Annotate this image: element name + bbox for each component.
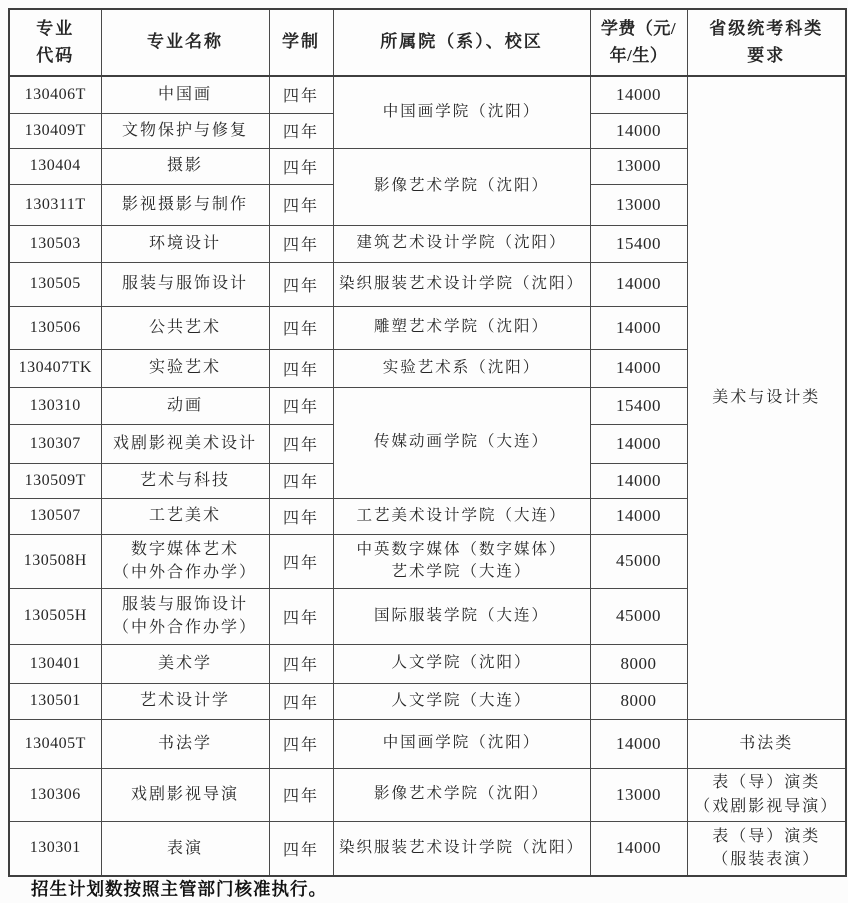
cell-duration: 四年	[269, 768, 333, 821]
cell-major-code: 130311T	[9, 184, 101, 225]
cell-exam-category: 美术与设计类	[687, 76, 846, 719]
header-major: 专业名称	[101, 9, 269, 76]
cell-major-code: 130301	[9, 821, 101, 876]
table-body	[9, 76, 846, 876]
cell-duration: 四年	[269, 148, 333, 184]
cell-major-name: 摄影	[101, 148, 269, 184]
cell-major-code: 130307	[9, 424, 101, 463]
cell-college: 染织服装艺术设计学院（沈阳）	[333, 821, 590, 876]
cell-duration: 四年	[269, 113, 333, 148]
cell-college: 人文学院（大连）	[333, 683, 590, 719]
cell-fee: 13000	[590, 148, 687, 184]
cell-major-code: 130507	[9, 498, 101, 534]
cell-fee: 15400	[590, 387, 687, 424]
cell-major-name: 影视摄影与制作	[101, 184, 269, 225]
table-header	[9, 9, 846, 76]
cell-major-code: 130405T	[9, 719, 101, 768]
cell-major-name: 书法学	[101, 719, 269, 768]
cell-fee: 13000	[590, 184, 687, 225]
cell-major-code: 130509T	[9, 463, 101, 498]
header-category-line2: 要求	[747, 45, 786, 65]
cell-duration: 四年	[269, 76, 333, 113]
header-duration: 学制	[269, 9, 333, 76]
cell-duration: 四年	[269, 719, 333, 768]
cell-major-code: 130306	[9, 768, 101, 821]
cell-college: 中国画学院（沈阳）	[333, 76, 590, 148]
cell-college: 中国画学院（沈阳）	[333, 719, 590, 768]
cell-duration: 四年	[269, 387, 333, 424]
cell-major-name: 公共艺术	[101, 306, 269, 349]
cell-duration: 四年	[269, 306, 333, 349]
cell-fee: 14000	[590, 719, 687, 768]
cell-duration: 四年	[269, 424, 333, 463]
cell-college: 国际服装学院（大连）	[333, 588, 590, 644]
cell-fee: 14000	[590, 113, 687, 148]
cell-fee: 14000	[590, 498, 687, 534]
cell-major-name: 美术学	[101, 644, 269, 683]
cell-exam-category: 表（导）演类 （戏剧影视导演）	[687, 768, 846, 821]
cell-duration: 四年	[269, 644, 333, 683]
cell-fee: 14000	[590, 424, 687, 463]
cell-major-name: 工艺美术	[101, 498, 269, 534]
cell-college: 染织服装艺术设计学院（沈阳）	[333, 262, 590, 306]
cell-major-name: 艺术设计学	[101, 683, 269, 719]
cell-major-name: 表演	[101, 821, 269, 876]
cell-major-name: 服装与服饰设计 （中外合作办学）	[101, 588, 269, 644]
cell-fee: 14000	[590, 463, 687, 498]
cell-duration: 四年	[269, 821, 333, 876]
cell-major-code: 130505H	[9, 588, 101, 644]
cell-major-code: 130505	[9, 262, 101, 306]
cell-major-code: 130406T	[9, 76, 101, 113]
cell-duration: 四年	[269, 184, 333, 225]
cell-college: 建筑艺术设计学院（沈阳）	[333, 225, 590, 262]
cell-college: 传媒动画学院（大连）	[333, 387, 590, 498]
header-fee	[590, 9, 687, 76]
cell-fee: 13000	[590, 768, 687, 821]
cell-major-code: 130409T	[9, 113, 101, 148]
cell-major-name: 环境设计	[101, 225, 269, 262]
cell-major-name: 动画	[101, 387, 269, 424]
cell-fee: 14000	[590, 262, 687, 306]
cell-fee: 8000	[590, 683, 687, 719]
table-row	[9, 821, 846, 876]
cell-duration: 四年	[269, 349, 333, 387]
cell-major-name: 戏剧影视导演	[101, 768, 269, 821]
cell-fee: 14000	[590, 76, 687, 113]
cell-fee: 15400	[590, 225, 687, 262]
cell-duration: 四年	[269, 534, 333, 588]
cell-major-name: 中国画	[101, 76, 269, 113]
cell-major-name: 文物保护与修复	[101, 113, 269, 148]
cell-major-code: 130310	[9, 387, 101, 424]
header-category	[687, 9, 846, 76]
cell-college: 人文学院（沈阳）	[333, 644, 590, 683]
cell-major-code: 130503	[9, 225, 101, 262]
table-row	[9, 76, 846, 113]
cell-duration: 四年	[269, 588, 333, 644]
header-code-line2: 代码	[36, 45, 75, 65]
cell-major-name: 数字媒体艺术 （中外合作办学）	[101, 534, 269, 588]
table-row	[9, 719, 846, 768]
cell-exam-category: 书法类	[687, 719, 846, 768]
cell-duration: 四年	[269, 683, 333, 719]
header-college: 所属院（系）、校区	[333, 9, 590, 76]
cell-fee: 14000	[590, 821, 687, 876]
cell-major-name: 服装与服饰设计	[101, 262, 269, 306]
header-code-line1: 专业	[36, 19, 75, 39]
cell-college: 中英数字媒体（数字媒体） 艺术学院（大连）	[333, 534, 590, 588]
header-row	[9, 9, 846, 76]
cell-major-code: 130407TK	[9, 349, 101, 387]
cell-major-name: 实验艺术	[101, 349, 269, 387]
cell-duration: 四年	[269, 225, 333, 262]
cell-major-code: 130401	[9, 644, 101, 683]
header-fee-line2: 年/生）	[609, 45, 668, 65]
cell-major-code: 130508H	[9, 534, 101, 588]
cell-duration: 四年	[269, 498, 333, 534]
header-code	[9, 9, 101, 76]
cell-fee: 14000	[590, 349, 687, 387]
cell-college: 影像艺术学院（沈阳）	[333, 768, 590, 821]
header-fee-line1: 学费（元/	[600, 19, 677, 39]
cell-major-code: 130506	[9, 306, 101, 349]
cell-college: 工艺美术设计学院（大连）	[333, 498, 590, 534]
cell-fee: 8000	[590, 644, 687, 683]
cell-major-code: 130404	[9, 148, 101, 184]
cell-college: 实验艺术系（沈阳）	[333, 349, 590, 387]
cell-duration: 四年	[269, 262, 333, 306]
cell-exam-category: 表（导）演类 （服装表演）	[687, 821, 846, 876]
cell-fee: 14000	[590, 306, 687, 349]
cell-duration: 四年	[269, 463, 333, 498]
cell-college: 雕塑艺术学院（沈阳）	[333, 306, 590, 349]
cell-major-name: 艺术与科技	[101, 463, 269, 498]
cell-fee: 45000	[590, 534, 687, 588]
cell-major-code: 130501	[9, 683, 101, 719]
cell-college: 影像艺术学院（沈阳）	[333, 148, 590, 225]
cell-fee: 45000	[590, 588, 687, 644]
cell-major-name: 戏剧影视美术设计	[101, 424, 269, 463]
header-category-line1: 省级统考科类	[709, 19, 824, 39]
admission-plan-table	[8, 8, 847, 877]
footnote: 招生计划数按照主管部门核准执行。	[31, 879, 327, 899]
table-row	[9, 768, 846, 821]
